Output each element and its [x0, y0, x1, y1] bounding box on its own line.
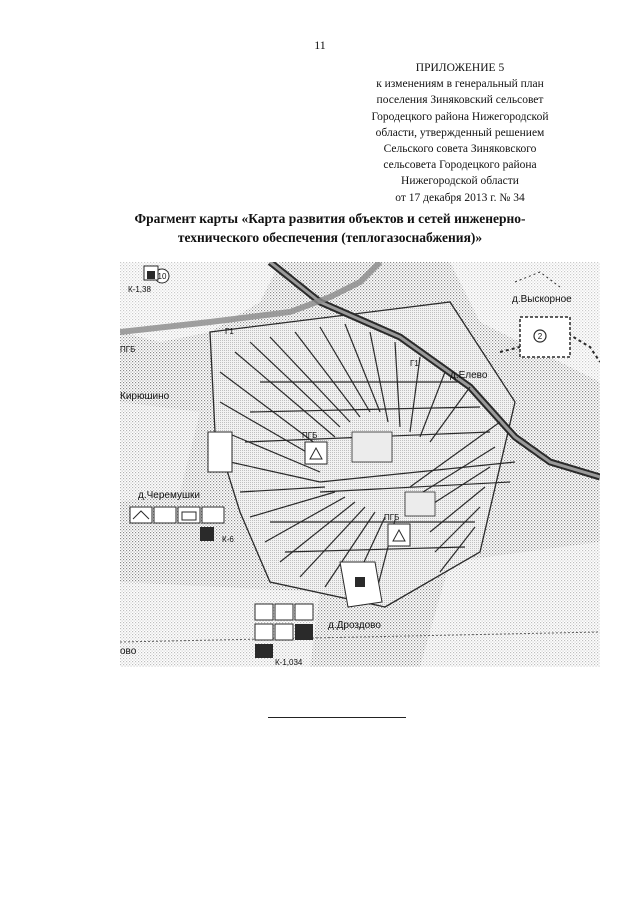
- label-ovo: ово: [120, 646, 137, 657]
- figure-title: [100, 209, 560, 247]
- point-number: 2: [537, 332, 543, 341]
- separator-line: [268, 717, 406, 718]
- annex-line: области, утвержденный решением: [375, 126, 545, 139]
- label-g1: Г1: [410, 359, 419, 368]
- figure-title-line2: технического обеспечения (теплогазоснабжения)»: [177, 230, 483, 245]
- label-elevo: д.Елево: [450, 370, 488, 381]
- label-drozdovo: д.Дроздово: [328, 620, 381, 631]
- road-number: 10: [157, 272, 167, 281]
- label-pgb-right: ПГБ: [384, 513, 400, 522]
- label-pgb-center: ПГБ: [302, 431, 318, 440]
- annex-line: Нижегородской области: [401, 175, 519, 188]
- label-cheremushki: д.Черемушки: [138, 490, 200, 501]
- annex-line: к изменениям в генеральный план: [376, 78, 544, 91]
- figure-title-line1: Фрагмент карты «Карта развития объектов и сетей инженерно-: [134, 211, 526, 226]
- label-kiryushino: Кирюшино: [120, 391, 170, 402]
- annex-line: поселения Зиняковский сельсовет: [376, 94, 544, 107]
- map-svg: [120, 262, 600, 667]
- annex-line: ПРИЛОЖЕНИЕ 5: [415, 62, 505, 74]
- pgb-south: [340, 562, 382, 607]
- annex-header: [350, 60, 570, 206]
- pgb-left: [208, 432, 232, 472]
- label-pgb-left: ПГБ: [120, 345, 136, 354]
- label-k1034: К-1,034: [275, 658, 303, 667]
- label-k138: К-1,38: [128, 285, 151, 294]
- label-vyskornoe: д.Выскорное: [512, 294, 572, 305]
- vyskornoe-village: [520, 317, 570, 357]
- annex-line: от 17 декабря 2013 г. № 34: [395, 191, 525, 204]
- annex-line: сельсовета Городецкого района: [383, 159, 537, 172]
- page-number: 11: [314, 38, 326, 52]
- pgb-right: [388, 524, 410, 546]
- pgb-center: [305, 442, 327, 464]
- label-k6: К-6: [222, 535, 234, 544]
- symbol-block-top: [144, 266, 158, 280]
- map-fragment: [120, 262, 600, 667]
- annex-line: Городецкого района Нижегородской: [371, 110, 549, 123]
- annex-line: Сельского совета Зиняковского: [383, 143, 537, 156]
- label-g1: Г1: [225, 327, 234, 336]
